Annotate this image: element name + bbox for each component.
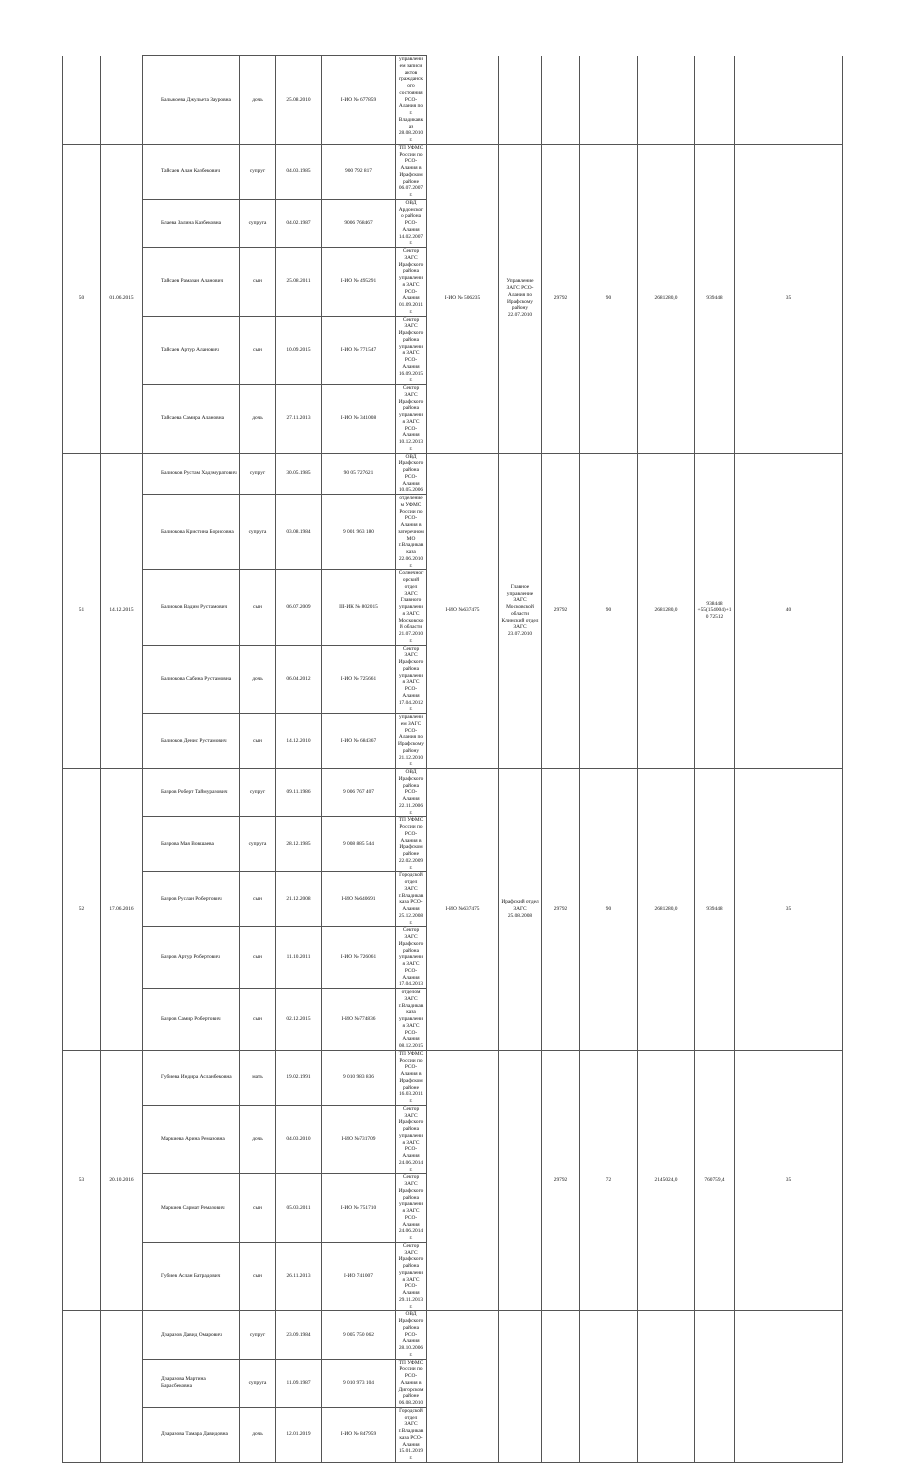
group-date	[101, 56, 143, 145]
member-name: Базров Роберт Таймуразович	[143, 769, 240, 817]
member-birthdate: 27.11.2013	[276, 385, 322, 454]
member-relation: супруга	[240, 199, 276, 247]
group-c11: 2681280,0	[638, 144, 695, 453]
group-c10: 90	[580, 144, 638, 453]
member-doc-issued: ТП УФМС России по РСО-Алания в Дигорском районе 06.08.2010	[396, 1359, 427, 1407]
member-relation: сын	[240, 1242, 276, 1311]
member-document: I-ИО №774836	[322, 989, 396, 1051]
member-birthdate: 25.08.2011	[276, 248, 322, 317]
group-c11: 2681280,0	[638, 453, 695, 769]
group-c12: 760759,4	[695, 1050, 735, 1311]
member-document: 90 05 727621	[322, 453, 396, 495]
member-relation: сын	[240, 927, 276, 989]
member-relation: супруг	[240, 453, 276, 495]
table-row	[63, 144, 843, 199]
member-name: Тайсаев Рамазан Аланович	[143, 248, 240, 317]
member-name: Базров Самир Робертович	[143, 989, 240, 1051]
group-date	[101, 1311, 143, 1463]
member-document: 900 792 817	[322, 144, 396, 199]
member-document: 9 005 750 062	[322, 1311, 396, 1359]
member-document: III-ИК № 802015	[322, 570, 396, 645]
member-relation: супруг	[240, 769, 276, 817]
member-doc-issued: ОВД Ирафского района РСО-Алания 22.11.2006 г.	[396, 769, 427, 817]
group-num: 52	[63, 769, 101, 1051]
group-date: 20.10.2016	[101, 1050, 143, 1311]
member-birthdate: 26.11.2013	[276, 1242, 322, 1311]
member-doc-issued: Сектор ЗАГС Ирафского района управления ЗАГС РСО-Алания 01.09.2011 г.	[396, 248, 427, 317]
group-cert-issued: Управление ЗАГС РСО-Алания по Ирафскому району 22.07.2010	[499, 144, 542, 453]
group-cert: I-ИО №637475	[427, 453, 499, 769]
table-row	[63, 769, 843, 817]
group-cert-issued	[499, 56, 542, 145]
member-relation: сын	[240, 1174, 276, 1243]
member-doc-issued: ТП УФМС России по РСО-Алания в Ирафском районе 06.07.2007 г.	[396, 144, 427, 199]
member-document: 9 001 963 180	[322, 495, 396, 570]
group-c12	[695, 1311, 735, 1463]
member-birthdate: 11.09.1987	[276, 1359, 322, 1407]
group-cert	[427, 1311, 499, 1463]
group-c9	[542, 1311, 580, 1463]
group-c9: 29792	[542, 1050, 580, 1311]
member-doc-issued: ТП УФМС России по РСО-Алания в Ирафском районе 16.03.2011 г.	[396, 1050, 427, 1105]
member-doc-issued: Городской отдел ЗАГС г.Владикавказа РСО-Алания 25.12.2008 г.	[396, 872, 427, 927]
member-name: Балиоков Денис Рустамович	[143, 714, 240, 769]
member-name: Тайсаев Артур Аланович	[143, 316, 240, 385]
group-date: 01.06.2015	[101, 144, 143, 453]
member-relation: супруг	[240, 144, 276, 199]
member-birthdate: 19.02.1991	[276, 1050, 322, 1105]
member-relation: супруга	[240, 817, 276, 872]
group-c10: 90	[580, 769, 638, 1051]
group-c10: 72	[580, 1050, 638, 1311]
group-c10	[580, 1311, 638, 1463]
group-cert-issued	[499, 1050, 542, 1311]
member-relation: дочь	[240, 645, 276, 714]
member-document: I-ИО 741007	[322, 1242, 396, 1311]
group-c10	[580, 56, 638, 145]
member-doc-issued: отделом ЗАГС г.Владикавказа управления ЗАГС РСО-Алания 08.12.2015	[396, 989, 427, 1051]
member-doc-issued: Сектор ЗАГС Ирафского района управления ЗАГС РСО-Алания 17.04.2013	[396, 927, 427, 989]
member-birthdate: 06.04.2012	[276, 645, 322, 714]
group-c12: 939448	[695, 769, 735, 1051]
group-date: 17.06.2016	[101, 769, 143, 1051]
member-name: Блаева Залина Казбековна	[143, 199, 240, 247]
member-relation: сын	[240, 714, 276, 769]
group-c9: 29792	[542, 453, 580, 769]
member-document: I-ИО № 726061	[322, 927, 396, 989]
member-birthdate: 06.07.2009	[276, 570, 322, 645]
member-relation: дочь	[240, 56, 276, 145]
member-doc-issued: Сектор ЗАГС Ирафского района управления ЗАГС РСО-Алания 29.11.2013 г.	[396, 1242, 427, 1311]
member-doc-issued: управлением ЗАГС РСО-Алания по Ирафскому району 21.12.2010 г.	[396, 714, 427, 769]
member-document: 9 010 973 104	[322, 1359, 396, 1407]
group-cert: I-ИО № 506235	[427, 144, 499, 453]
group-c9: 29792	[542, 769, 580, 1051]
member-document: I-ИО № 847959	[322, 1407, 396, 1462]
member-name: Маркиева Арина Ремазовна	[143, 1105, 240, 1174]
member-document: 9 008 885 544	[322, 817, 396, 872]
group-c13	[735, 56, 843, 145]
member-name: Базров Руслан Робертович	[143, 872, 240, 927]
member-birthdate: 05.03.2011	[276, 1174, 322, 1243]
registry-table-body	[63, 56, 843, 1463]
member-birthdate: 25.08.2010	[276, 56, 322, 145]
member-document: I-ИО №731709	[322, 1105, 396, 1174]
member-document: 9006 768467	[322, 199, 396, 247]
member-document: 9 010 983 836	[322, 1050, 396, 1105]
member-doc-issued: Сектор ЗАГС Ирафского района управления ЗАГС РСО-Алания 24.06.2014 г.	[396, 1105, 427, 1174]
member-name: Тайсаева Самира Алановна	[143, 385, 240, 454]
group-num	[63, 56, 101, 145]
member-relation: сын	[240, 872, 276, 927]
table-row	[63, 56, 843, 145]
group-cert	[427, 1050, 499, 1311]
member-relation: дочь	[240, 1105, 276, 1174]
group-c11: 2145024,0	[638, 1050, 695, 1311]
member-doc-issued: Сектор ЗАГС Ирафского района управления ЗАГС РСО-Алания 10.12.2013 г.	[396, 385, 427, 454]
member-name: Бальжоева Джульета Зауровна	[143, 56, 240, 145]
member-doc-issued: ТП УФМС России по РСО-Алания в Ирафском районе 22.02.2009 г.	[396, 817, 427, 872]
member-document: I-ИО № 495291	[322, 248, 396, 317]
member-doc-issued: управлением записи актов гражданского состояния РСО-Алания по г. Владикавказ 28.08.2010 г.	[396, 56, 427, 145]
group-c13: 35	[735, 144, 843, 453]
member-document: I-ИО №640691	[322, 872, 396, 927]
group-c10: 90	[580, 453, 638, 769]
member-name: Тайсаев Алан Казбекович	[143, 144, 240, 199]
member-document: I-ИО № 341008	[322, 385, 396, 454]
table-row	[63, 1050, 843, 1105]
member-birthdate: 02.12.2015	[276, 989, 322, 1051]
group-c11	[638, 1311, 695, 1463]
member-name: Балиоков Вадим Рустамович	[143, 570, 240, 645]
member-birthdate: 03.08.1984	[276, 495, 322, 570]
member-document: I-ИО № 677859	[322, 56, 396, 145]
member-relation: сын	[240, 989, 276, 1051]
group-c12	[695, 56, 735, 145]
group-c13: 35	[735, 1050, 843, 1311]
member-document: I-ИО № 771547	[322, 316, 396, 385]
member-doc-issued: Солнечногорский отдел ЗАГС Главного управления ЗАГС Московской области 21.07.2010 г.	[396, 570, 427, 645]
member-doc-issued: ОВД Ардонского района РСО-Алания 14.02.2007 г.	[396, 199, 427, 247]
member-relation: супруга	[240, 1359, 276, 1407]
group-cert-issued: Ирафский отдел ЗАГС 25.08.2008	[499, 769, 542, 1051]
group-c11	[638, 56, 695, 145]
member-birthdate: 30.05.1985	[276, 453, 322, 495]
member-relation: мать	[240, 1050, 276, 1105]
member-relation: сын	[240, 316, 276, 385]
registry-table	[62, 55, 843, 1463]
member-document: I-ИО № 725661	[322, 645, 396, 714]
member-birthdate: 12.01.2019	[276, 1407, 322, 1462]
member-name: Дзаразова Мартина Барасбековна	[143, 1359, 240, 1407]
member-birthdate: 04.03.1985	[276, 144, 322, 199]
member-doc-issued: отделением УФМС России по РСО-Алания в затеречном МО г.Владикавказа 22.06.2010 г.	[396, 495, 427, 570]
member-name: Базров Артур Робертович	[143, 927, 240, 989]
member-birthdate: 21.12.2008	[276, 872, 322, 927]
group-num	[63, 1311, 101, 1463]
member-relation: супруга	[240, 495, 276, 570]
group-c9	[542, 56, 580, 145]
group-c12: 938448 +55(154004)+10 72512	[695, 453, 735, 769]
member-name: Балиоков Рустам Хадзмуратович	[143, 453, 240, 495]
member-birthdate: 11.10.2011	[276, 927, 322, 989]
member-doc-issued: ОВД Ирафского района РСО-Алания 28.10.2006 г.	[396, 1311, 427, 1359]
member-name: Губиева Индира Асланбековна	[143, 1050, 240, 1105]
member-doc-issued: ОВД Ирафского района РСО-Алания 10.05.2006	[396, 453, 427, 495]
group-cert-issued: Главное управление ЗАГС Московской области Клинский отдел ЗАГС 23.07.2010	[499, 453, 542, 769]
member-birthdate: 04.02.1987	[276, 199, 322, 247]
group-c13	[735, 1311, 843, 1463]
group-c13: 40	[735, 453, 843, 769]
member-birthdate: 14.12.2010	[276, 714, 322, 769]
member-doc-issued: Сектор ЗАГС Ирафского района управления ЗАГС РСО-Алания 16.09.2015 г.	[396, 316, 427, 385]
group-c12: 939448	[695, 144, 735, 453]
member-birthdate: 23.09.1984	[276, 1311, 322, 1359]
member-name: Дзаразов Давид Омарович	[143, 1311, 240, 1359]
table-row	[63, 453, 843, 495]
member-name: Дзаразова Тамара Давидовна	[143, 1407, 240, 1462]
group-c11: 2681280,0	[638, 769, 695, 1051]
group-cert: I-ИО №637475	[427, 769, 499, 1051]
member-relation: дочь	[240, 385, 276, 454]
group-c9: 29792	[542, 144, 580, 453]
group-num: 51	[63, 453, 101, 769]
member-birthdate: 09.11.1986	[276, 769, 322, 817]
group-num: 53	[63, 1050, 101, 1311]
member-name: Балиокова Кристина Борисовна	[143, 495, 240, 570]
member-relation: сын	[240, 248, 276, 317]
member-doc-issued: Сектор ЗАГС Ирафского района управления ЗАГС РСО-Алания 17.04.2012 г.	[396, 645, 427, 714]
member-relation: дочь	[240, 1407, 276, 1462]
group-cert	[427, 56, 499, 145]
group-date: 14.12.2015	[101, 453, 143, 769]
member-name: Базрова Мая Вовшаева	[143, 817, 240, 872]
member-name: Маркиев Сармат Ремазович	[143, 1174, 240, 1243]
member-birthdate: 10.09.2015	[276, 316, 322, 385]
member-doc-issued: Городской отдел ЗАГС г.Владикавказа РСО-Алания 15.01.2019 г.	[396, 1407, 427, 1462]
member-document: I-ИО № 751710	[322, 1174, 396, 1243]
group-cert-issued	[499, 1311, 542, 1463]
group-c13: 35	[735, 769, 843, 1051]
member-name: Балиокова Сабина Рустамовна	[143, 645, 240, 714]
table-row	[63, 1311, 843, 1359]
member-birthdate: 28.12.1985	[276, 817, 322, 872]
member-birthdate: 04.03.2010	[276, 1105, 322, 1174]
member-name: Губиев Аслан Батрадович	[143, 1242, 240, 1311]
member-doc-issued: Сектор ЗАГС Ирафского района управления ЗАГС РСО-Алания 24.06.2014 г.	[396, 1174, 427, 1243]
member-relation: сын	[240, 570, 276, 645]
member-document: I-ИО № 684367	[322, 714, 396, 769]
member-relation: супруг	[240, 1311, 276, 1359]
member-document: 9 006 767 407	[322, 769, 396, 817]
group-num: 50	[63, 144, 101, 453]
